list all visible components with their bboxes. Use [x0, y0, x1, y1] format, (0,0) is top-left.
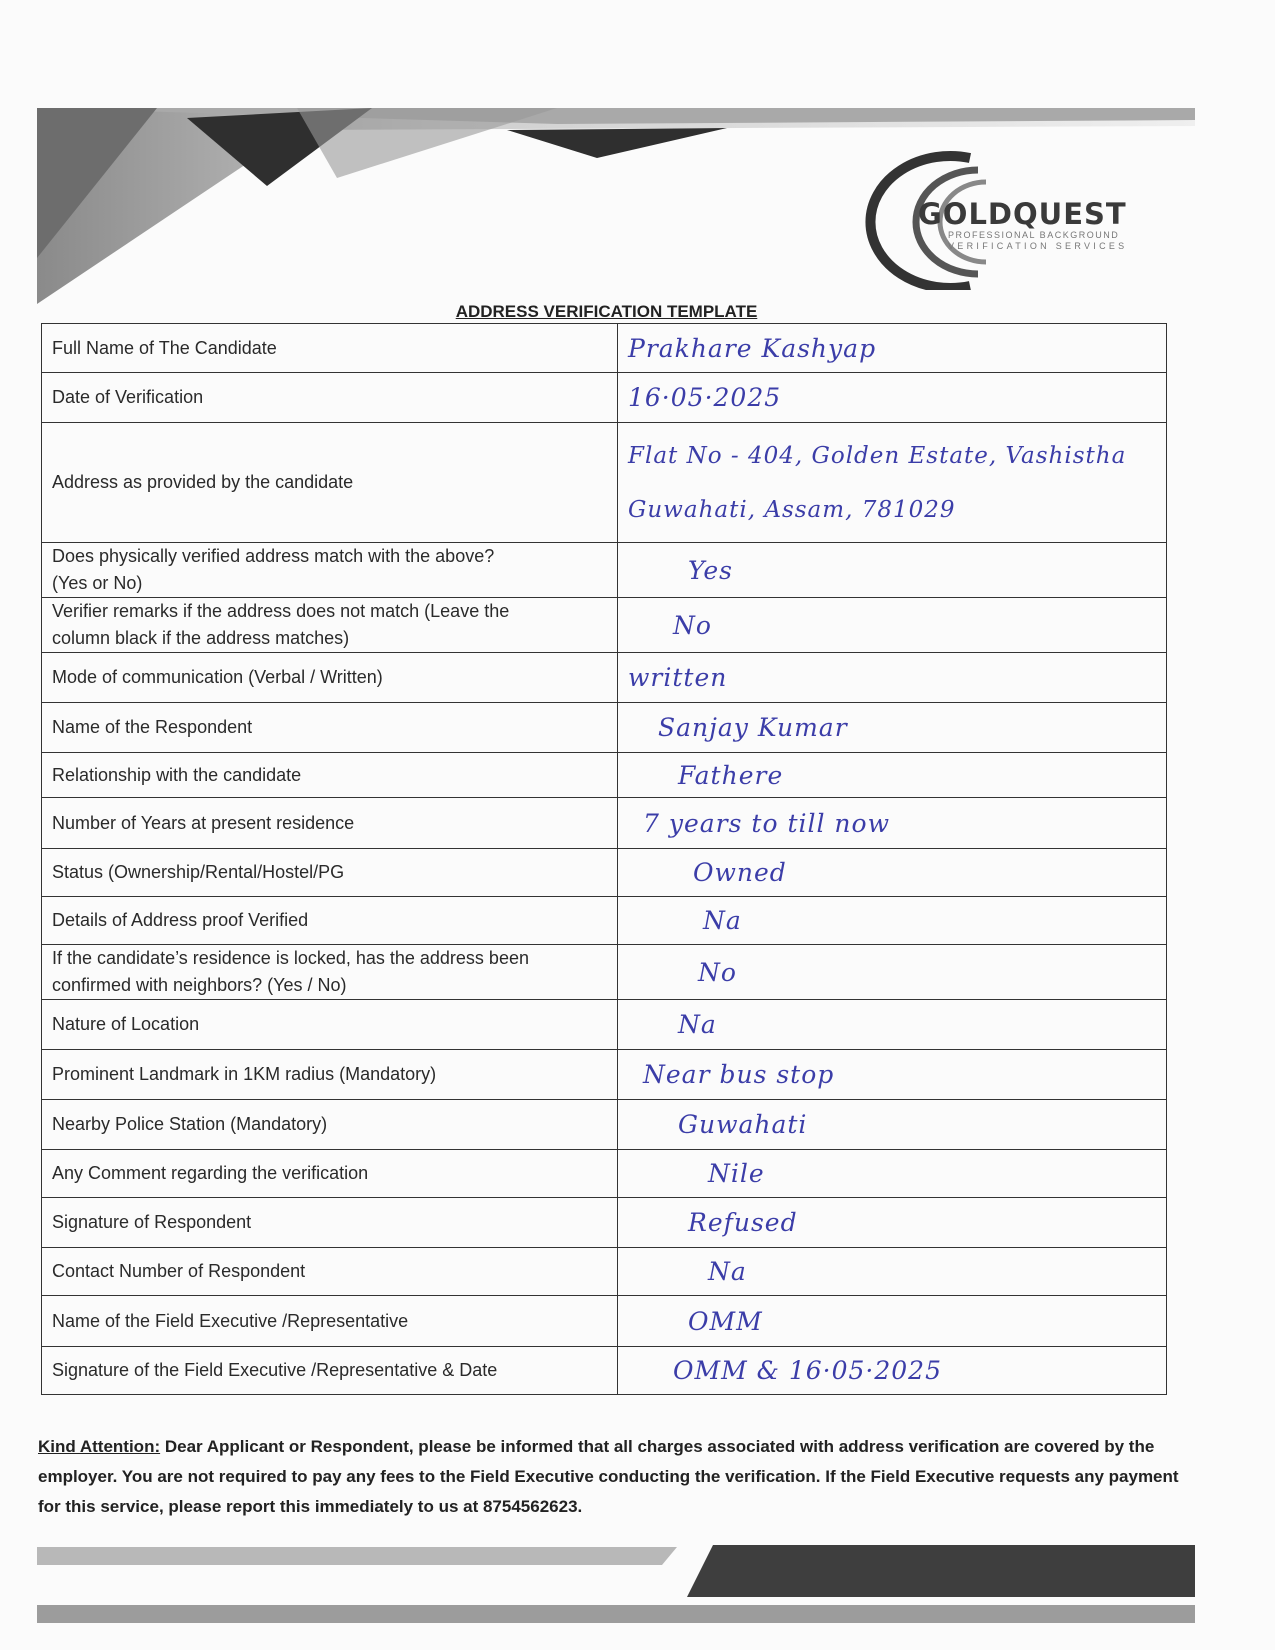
- field-label: [42, 543, 618, 598]
- label-line-1: Verifier remarks if the address does not match (Leave the: [52, 601, 510, 621]
- table-row: [42, 324, 1167, 373]
- field-label: Signature of Respondent: [42, 1198, 618, 1248]
- handwritten-value: Guwahati: [618, 1100, 1167, 1150]
- handwritten-value: [618, 423, 1167, 543]
- table-row: [42, 653, 1167, 703]
- field-label: Number of Years at present residence: [42, 798, 618, 849]
- handwritten-value: Na: [618, 1248, 1167, 1296]
- field-label: Prominent Landmark in 1KM radius (Mandatory): [42, 1050, 618, 1100]
- address-line-1: Flat No - 404, Golden Estate, Vashistha: [628, 442, 1127, 469]
- handwritten-value: Yes: [618, 543, 1167, 598]
- field-label: Nature of Location: [42, 1000, 618, 1050]
- label-line-1: If the candidate’s residence is locked, has the address been: [52, 948, 529, 968]
- payment-notice: [38, 1432, 1188, 1522]
- field-label: Name of the Respondent: [42, 703, 618, 753]
- field-label: Name of the Field Executive /Representative: [42, 1296, 618, 1347]
- table-row: [42, 598, 1167, 653]
- notice-heading: Kind Attention:: [38, 1437, 161, 1456]
- handwritten-value: Na: [618, 1000, 1167, 1050]
- logo-tagline-2: VERIFICATION SERVICES: [948, 241, 1128, 251]
- table-row: [42, 1150, 1167, 1198]
- handwritten-value: Refused: [618, 1198, 1167, 1248]
- field-label: Signature of the Field Executive /Representative & Date: [42, 1347, 618, 1395]
- table-row: [42, 753, 1167, 798]
- table-row: [42, 1347, 1167, 1395]
- field-label: Details of Address proof Verified: [42, 897, 618, 945]
- footer-banner: [37, 1545, 1195, 1635]
- verification-table: [41, 323, 1167, 1395]
- handwritten-value: No: [618, 598, 1167, 653]
- table-row: [42, 703, 1167, 753]
- label-line-2: column black if the address matches): [52, 628, 350, 648]
- table-row: [42, 897, 1167, 945]
- table-row: [42, 1248, 1167, 1296]
- handwritten-value: Sanjay Kumar: [618, 703, 1167, 753]
- handwritten-value: Near bus stop: [618, 1050, 1167, 1100]
- logo-wordmark: GOLDQUEST: [918, 197, 1127, 231]
- handwritten-value: OMM: [618, 1296, 1167, 1347]
- field-label: Any Comment regarding the verification: [42, 1150, 618, 1198]
- field-label: [42, 598, 618, 653]
- handwritten-value: Fathere: [618, 753, 1167, 798]
- handwritten-value: Na: [618, 897, 1167, 945]
- field-label: Status (Ownership/Rental/Hostel/PG: [42, 849, 618, 897]
- handwritten-value: No: [618, 945, 1167, 1000]
- table-row: [42, 945, 1167, 1000]
- label-line-2: (Yes or No): [52, 573, 143, 593]
- label-line-2: confirmed with neighbors? (Yes / No): [52, 975, 347, 995]
- handwritten-value: Nile: [618, 1150, 1167, 1198]
- notice-text: Dear Applicant or Respondent, please be informed that all charges associated with address verification are covered by the employer. You are not required to pay any fees to the Field Executive conducting the verification. If the Field Executive requests any payment for this service, please report this immediately to us at 8754562623.: [38, 1437, 1179, 1516]
- handwritten-value: OMM & 16·05·2025: [618, 1347, 1167, 1395]
- handwritten-value: Owned: [618, 849, 1167, 897]
- page-title: ADDRESS VERIFICATION TEMPLATE: [455, 302, 758, 321]
- table-row: [42, 1000, 1167, 1050]
- handwritten-value: written: [618, 653, 1167, 703]
- logo-tagline-1: PROFESSIONAL BACKGROUND: [948, 230, 1120, 240]
- handwritten-value: Prakhare Kashyap: [618, 324, 1167, 373]
- label-line-1: Does physically verified address match with the above?: [52, 546, 495, 566]
- field-label: Date of Verification: [42, 373, 618, 423]
- table-row: [42, 849, 1167, 897]
- field-label: Nearby Police Station (Mandatory): [42, 1100, 618, 1150]
- handwritten-value: 16·05·2025: [618, 373, 1167, 423]
- table-row: [42, 798, 1167, 849]
- table-row: [42, 1198, 1167, 1248]
- table-row: [42, 423, 1167, 543]
- table-row: [42, 373, 1167, 423]
- field-label: Contact Number of Respondent: [42, 1248, 618, 1296]
- address-line-2: Guwahati, Assam, 781029: [628, 496, 956, 523]
- table-row: [42, 1296, 1167, 1347]
- field-label: [42, 945, 618, 1000]
- handwritten-value: 7 years to till now: [618, 798, 1167, 849]
- field-label: Mode of communication (Verbal / Written): [42, 653, 618, 703]
- field-label: Relationship with the candidate: [42, 753, 618, 798]
- table-row: [42, 543, 1167, 598]
- table-row: [42, 1050, 1167, 1100]
- field-label: Address as provided by the candidate: [42, 423, 618, 543]
- field-label: Full Name of The Candidate: [42, 324, 618, 373]
- table-row: [42, 1100, 1167, 1150]
